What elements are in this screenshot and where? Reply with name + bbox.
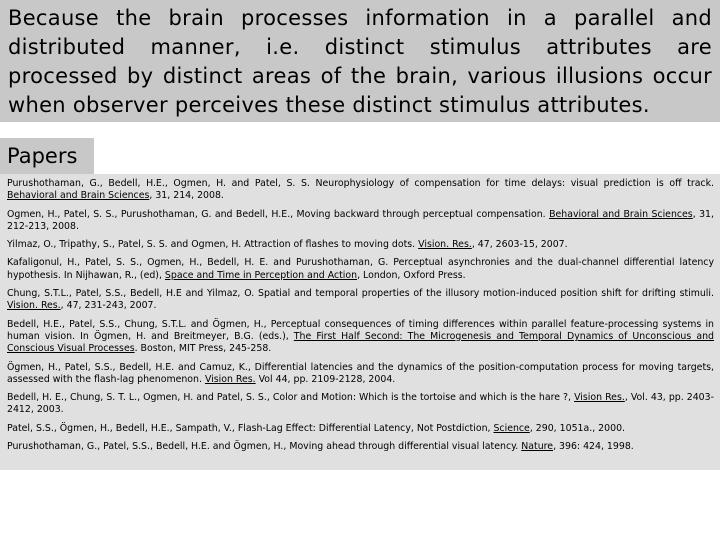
reference-authors-title: Purushothaman, G., Patel, S.S., Bedell, H.E. and Ögmen, H., Moving ahead through differential visual latency. xyxy=(7,441,522,453)
reference-details: , 290, 1051a., 2000. xyxy=(529,422,626,434)
reference-item xyxy=(7,239,714,251)
reference-details: , Vol. 43, pp. 2403-2412, 2003. xyxy=(7,392,714,416)
reference-authors-title: Bedell, H.E., Patel, S.S., Chung, S.T.L. and Ögmen, H., Perceptual consequences of timing differences within parallel feature-processing systems in human vision. In Ögmen, H. and Breitmeyer, B.G. (eds.), xyxy=(7,318,714,342)
reference-authors-title: Ögmen, H., Patel, S.S., Bedell, H.E. and Camuz, K., Differential latencies and the dynamics of the position-computation process for moving targets, assessed with the flash-lag phenomenon. xyxy=(7,361,714,385)
reference-venue: Behavioral and Brain Sciences xyxy=(7,190,150,202)
reference-venue: The First Half Second: The Microgenesis and Temporal Dynamics of Unconscious and Conscious Visual Processes xyxy=(7,330,714,355)
reference-item xyxy=(7,392,714,417)
reference-venue: Vision. Res. xyxy=(7,300,61,312)
reference-item xyxy=(7,288,714,313)
intro-paragraph: Because the brain processes information in a parallel and distributed manner, i.e. distinct stimulus attributes are processed by distinct areas of the brain, various illusions occur when observer perceives these distinct stimulus attributes. xyxy=(0,0,720,122)
reference-venue: Nature xyxy=(521,441,554,453)
reference-item xyxy=(7,178,714,203)
reference-authors-title: Patel, S.S., Ögmen, H., Bedell, H.E., Sampath, V., Flash-Lag Effect: Differential Latency, Not Postdiction, xyxy=(7,422,494,434)
reference-details: , London, Oxford Press. xyxy=(357,269,466,281)
reference-venue: Vision Res. xyxy=(574,392,625,404)
reference-authors-title: Bedell, H. E., Chung, S. T. L., Ogmen, H. and Patel, S. S., Color and Motion: Which is the tortoise and which is the hare ?, xyxy=(7,392,575,404)
reference-details: , 47, 2603-15, 2007. xyxy=(471,239,568,251)
reference-venue: Behavioral and Brain Sciences xyxy=(549,208,693,220)
reference-item xyxy=(7,257,714,282)
reference-authors-title: Yilmaz, O., Tripathy, S., Patel, S. S. and Ogmen, H. Attraction of flashes to moving dots. xyxy=(7,239,419,251)
reference-item xyxy=(7,362,714,387)
references-list xyxy=(0,174,720,470)
reference-item xyxy=(7,209,714,234)
reference-authors-title: Purushothaman, G., Bedell, H.E., Ogmen, H. and Patel, S. S. Neurophysiology of compensation for time delays: visual prediction is off track. xyxy=(7,178,714,189)
reference-authors-title: Kafaligonul, H., Patel, S. S., Ogmen, H., Bedell, H. E. and Purushothaman, G. Perceptual asynchronies and the dual-channel differential latency hypothesis. In Nijhawan, R., (ed), xyxy=(7,257,714,281)
reference-authors-title: Ogmen, H., Patel, S. S., Purushothaman, G. and Bedell, H.E., Moving backward through perceptual compensation. xyxy=(7,208,550,220)
reference-venue: Space and Time in Perception and Action xyxy=(164,269,358,281)
reference-venue: Vision Res. xyxy=(204,373,256,385)
reference-venue: Science xyxy=(493,422,530,434)
reference-details: , 47, 231-243, 2007. xyxy=(60,300,157,312)
reference-details: , 31, 214, 2008. xyxy=(149,190,224,202)
reference-item xyxy=(7,441,714,453)
reference-item xyxy=(7,423,714,435)
reference-details: , 31, 212-213, 2008. xyxy=(7,208,714,232)
reference-item xyxy=(7,319,714,356)
reference-details: , 396: 424, 1998. xyxy=(553,441,634,453)
reference-authors-title: Chung, S.T.L., Patel, S.S., Bedell, H.E and Yilmaz, O. Spatial and temporal properties of the illusory motion-induced position shift for drifting stimuli. xyxy=(7,288,714,300)
reference-details: Vol 44, pp. 2109-2128, 2004. xyxy=(255,373,396,385)
reference-details: . Boston, MIT Press, 245-258. xyxy=(134,343,272,355)
reference-venue: Vision. Res. xyxy=(418,239,472,251)
papers-heading: Papers xyxy=(0,138,94,174)
